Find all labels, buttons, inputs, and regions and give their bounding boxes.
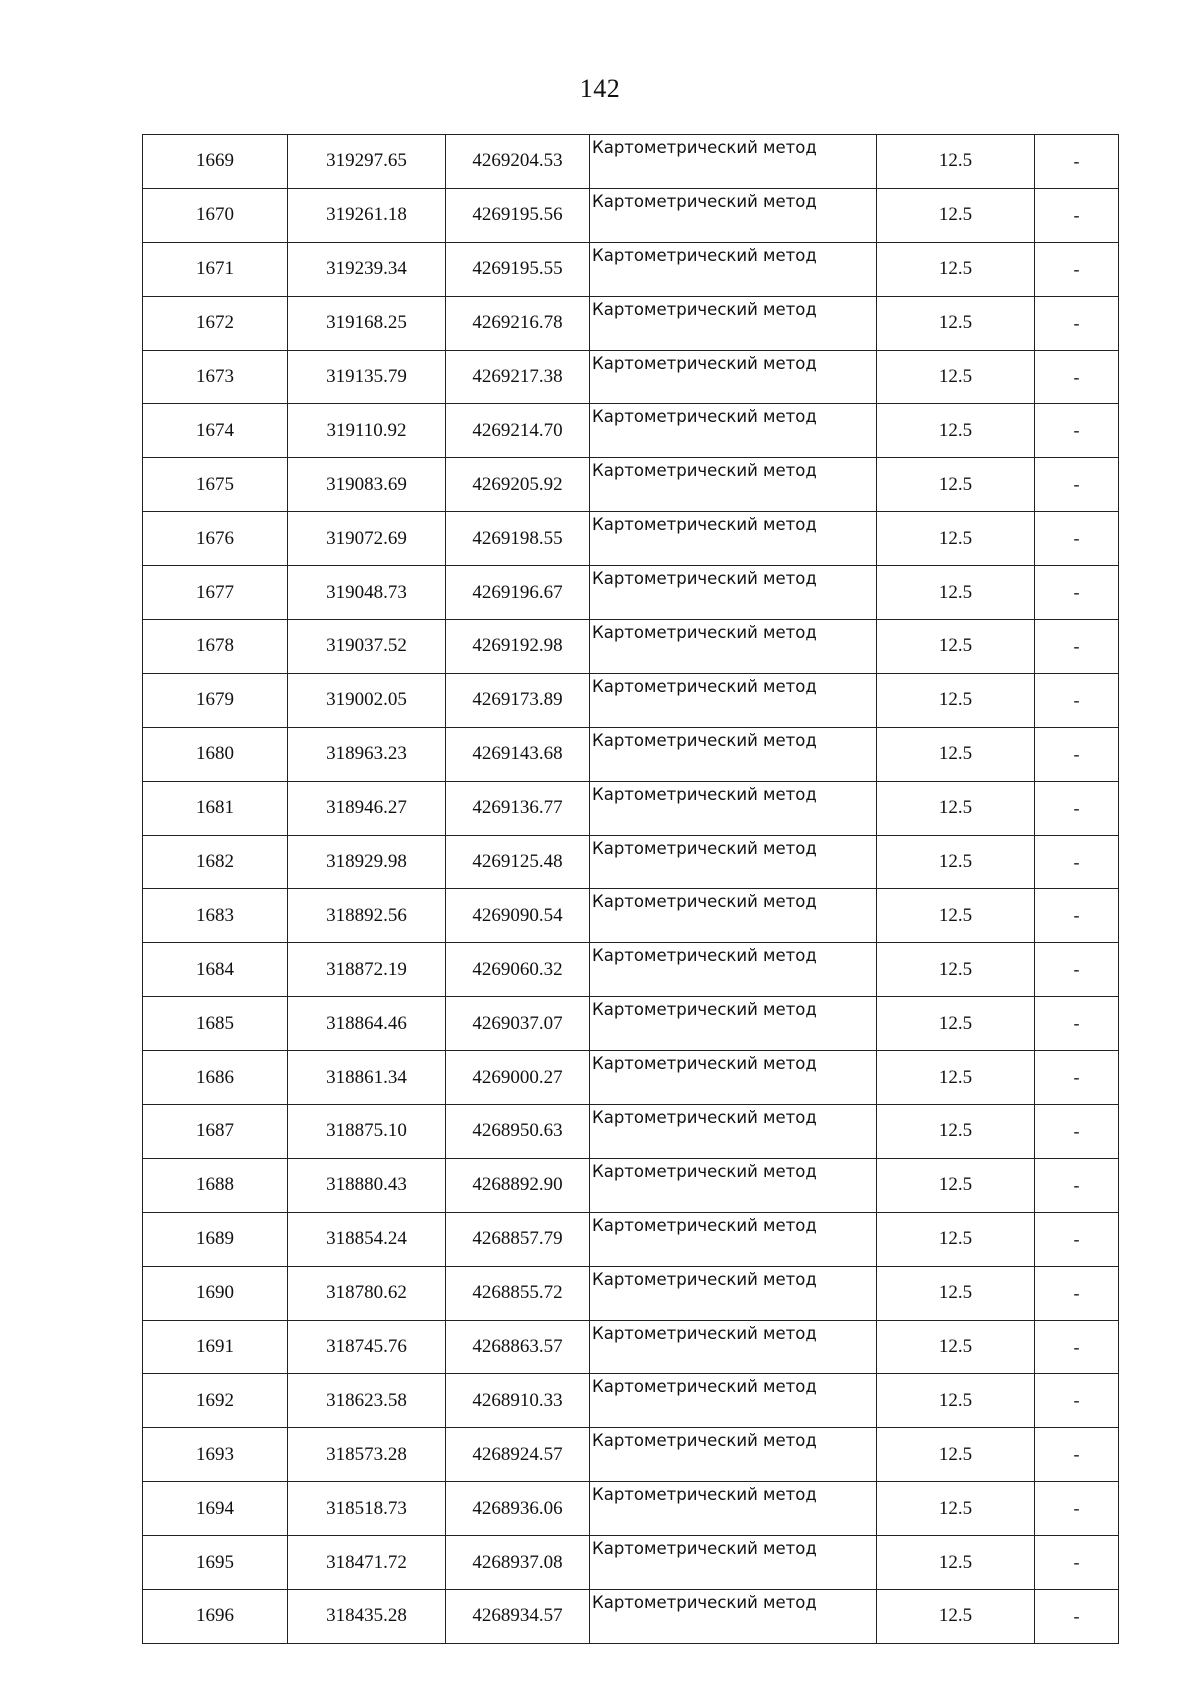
table-row xyxy=(143,242,1119,296)
method-cell: Картометрический метод xyxy=(590,889,877,943)
note-cell: - xyxy=(1035,1212,1119,1266)
point-number-cell: 1696 xyxy=(143,1590,288,1644)
note-cell: - xyxy=(1035,1266,1119,1320)
method-cell: Картометрический метод xyxy=(590,135,877,189)
accuracy-cell: 12.5 xyxy=(877,1266,1035,1320)
table-row xyxy=(143,404,1119,458)
table-row xyxy=(143,1105,1119,1159)
y-coordinate-cell: 4269192.98 xyxy=(446,620,590,674)
method-cell: Картометрический метод xyxy=(590,242,877,296)
point-number-cell: 1690 xyxy=(143,1266,288,1320)
method-cell: Картометрический метод xyxy=(590,1051,877,1105)
x-coordinate-cell: 319261.18 xyxy=(288,188,446,242)
table-body xyxy=(143,135,1119,1644)
table-row xyxy=(143,620,1119,674)
x-coordinate-cell: 318854.24 xyxy=(288,1212,446,1266)
y-coordinate-cell: 4269204.53 xyxy=(446,135,590,189)
method-cell: Картометрический метод xyxy=(590,458,877,512)
note-cell: - xyxy=(1035,1105,1119,1159)
accuracy-cell: 12.5 xyxy=(877,620,1035,674)
table-row xyxy=(143,1374,1119,1428)
y-coordinate-cell: 4268937.08 xyxy=(446,1536,590,1590)
accuracy-cell: 12.5 xyxy=(877,1536,1035,1590)
method-cell: Картометрический метод xyxy=(590,1266,877,1320)
table-row xyxy=(143,835,1119,889)
note-cell: - xyxy=(1035,296,1119,350)
point-number-cell: 1682 xyxy=(143,835,288,889)
x-coordinate-cell: 318573.28 xyxy=(288,1428,446,1482)
point-number-cell: 1693 xyxy=(143,1428,288,1482)
x-coordinate-cell: 318471.72 xyxy=(288,1536,446,1590)
y-coordinate-cell: 4269198.55 xyxy=(446,512,590,566)
y-coordinate-cell: 4269136.77 xyxy=(446,781,590,835)
accuracy-cell: 12.5 xyxy=(877,1482,1035,1536)
table-row xyxy=(143,673,1119,727)
x-coordinate-cell: 318892.56 xyxy=(288,889,446,943)
note-cell: - xyxy=(1035,242,1119,296)
x-coordinate-cell: 318435.28 xyxy=(288,1590,446,1644)
accuracy-cell: 12.5 xyxy=(877,889,1035,943)
note-cell: - xyxy=(1035,1482,1119,1536)
point-number-cell: 1669 xyxy=(143,135,288,189)
note-cell: - xyxy=(1035,1158,1119,1212)
x-coordinate-cell: 319239.34 xyxy=(288,242,446,296)
accuracy-cell: 12.5 xyxy=(877,188,1035,242)
accuracy-cell: 12.5 xyxy=(877,458,1035,512)
method-cell: Картометрический метод xyxy=(590,350,877,404)
x-coordinate-cell: 318872.19 xyxy=(288,943,446,997)
y-coordinate-cell: 4269195.55 xyxy=(446,242,590,296)
x-coordinate-cell: 318623.58 xyxy=(288,1374,446,1428)
method-cell: Картометрический метод xyxy=(590,1158,877,1212)
table-row xyxy=(143,1482,1119,1536)
x-coordinate-cell: 319072.69 xyxy=(288,512,446,566)
method-cell: Картометрический метод xyxy=(590,835,877,889)
y-coordinate-cell: 4269217.38 xyxy=(446,350,590,404)
method-cell: Картометрический метод xyxy=(590,1320,877,1374)
table-row xyxy=(143,781,1119,835)
point-number-cell: 1678 xyxy=(143,620,288,674)
table-row xyxy=(143,566,1119,620)
method-cell: Картометрический метод xyxy=(590,1105,877,1159)
table-row xyxy=(143,1051,1119,1105)
point-number-cell: 1674 xyxy=(143,404,288,458)
note-cell: - xyxy=(1035,135,1119,189)
method-cell: Картометрический метод xyxy=(590,1482,877,1536)
table-row xyxy=(143,889,1119,943)
y-coordinate-cell: 4269216.78 xyxy=(446,296,590,350)
y-coordinate-cell: 4268924.57 xyxy=(446,1428,590,1482)
method-cell: Картометрический метод xyxy=(590,943,877,997)
point-number-cell: 1673 xyxy=(143,350,288,404)
point-number-cell: 1671 xyxy=(143,242,288,296)
method-cell: Картометрический метод xyxy=(590,673,877,727)
y-coordinate-cell: 4269090.54 xyxy=(446,889,590,943)
note-cell: - xyxy=(1035,512,1119,566)
point-number-cell: 1694 xyxy=(143,1482,288,1536)
method-cell: Картометрический метод xyxy=(590,727,877,781)
note-cell: - xyxy=(1035,781,1119,835)
x-coordinate-cell: 318963.23 xyxy=(288,727,446,781)
accuracy-cell: 12.5 xyxy=(877,1212,1035,1266)
table-row xyxy=(143,1320,1119,1374)
note-cell: - xyxy=(1035,350,1119,404)
x-coordinate-cell: 318518.73 xyxy=(288,1482,446,1536)
table-row xyxy=(143,1212,1119,1266)
method-cell: Картометрический метод xyxy=(590,1536,877,1590)
y-coordinate-cell: 4269125.48 xyxy=(446,835,590,889)
y-coordinate-cell: 4269060.32 xyxy=(446,943,590,997)
accuracy-cell: 12.5 xyxy=(877,727,1035,781)
note-cell: - xyxy=(1035,1590,1119,1644)
accuracy-cell: 12.5 xyxy=(877,835,1035,889)
method-cell: Картометрический метод xyxy=(590,512,877,566)
note-cell: - xyxy=(1035,1051,1119,1105)
note-cell: - xyxy=(1035,997,1119,1051)
x-coordinate-cell: 318780.62 xyxy=(288,1266,446,1320)
note-cell: - xyxy=(1035,1428,1119,1482)
x-coordinate-cell: 318880.43 xyxy=(288,1158,446,1212)
accuracy-cell: 12.5 xyxy=(877,1374,1035,1428)
y-coordinate-cell: 4268936.06 xyxy=(446,1482,590,1536)
note-cell: - xyxy=(1035,620,1119,674)
note-cell: - xyxy=(1035,889,1119,943)
point-number-cell: 1689 xyxy=(143,1212,288,1266)
point-number-cell: 1675 xyxy=(143,458,288,512)
point-number-cell: 1680 xyxy=(143,727,288,781)
point-number-cell: 1684 xyxy=(143,943,288,997)
accuracy-cell: 12.5 xyxy=(877,350,1035,404)
accuracy-cell: 12.5 xyxy=(877,404,1035,458)
y-coordinate-cell: 4269173.89 xyxy=(446,673,590,727)
y-coordinate-cell: 4268857.79 xyxy=(446,1212,590,1266)
x-coordinate-cell: 319002.05 xyxy=(288,673,446,727)
note-cell: - xyxy=(1035,404,1119,458)
x-coordinate-cell: 319297.65 xyxy=(288,135,446,189)
x-coordinate-cell: 319037.52 xyxy=(288,620,446,674)
x-coordinate-cell: 319083.69 xyxy=(288,458,446,512)
method-cell: Картометрический метод xyxy=(590,1428,877,1482)
table-row xyxy=(143,1158,1119,1212)
table-row xyxy=(143,1590,1119,1644)
table-row xyxy=(143,1536,1119,1590)
x-coordinate-cell: 319168.25 xyxy=(288,296,446,350)
point-number-cell: 1679 xyxy=(143,673,288,727)
accuracy-cell: 12.5 xyxy=(877,781,1035,835)
note-cell: - xyxy=(1035,566,1119,620)
y-coordinate-cell: 4268855.72 xyxy=(446,1266,590,1320)
table-row xyxy=(143,727,1119,781)
accuracy-cell: 12.5 xyxy=(877,1590,1035,1644)
y-coordinate-cell: 4268934.57 xyxy=(446,1590,590,1644)
accuracy-cell: 12.5 xyxy=(877,512,1035,566)
x-coordinate-cell: 318946.27 xyxy=(288,781,446,835)
accuracy-cell: 12.5 xyxy=(877,673,1035,727)
point-number-cell: 1672 xyxy=(143,296,288,350)
point-number-cell: 1688 xyxy=(143,1158,288,1212)
point-number-cell: 1683 xyxy=(143,889,288,943)
accuracy-cell: 12.5 xyxy=(877,1428,1035,1482)
x-coordinate-cell: 318929.98 xyxy=(288,835,446,889)
y-coordinate-cell: 4268950.63 xyxy=(446,1105,590,1159)
accuracy-cell: 12.5 xyxy=(877,1105,1035,1159)
point-number-cell: 1681 xyxy=(143,781,288,835)
table-row xyxy=(143,943,1119,997)
accuracy-cell: 12.5 xyxy=(877,943,1035,997)
table-row xyxy=(143,458,1119,512)
point-number-cell: 1686 xyxy=(143,1051,288,1105)
x-coordinate-cell: 319110.92 xyxy=(288,404,446,458)
method-cell: Картометрический метод xyxy=(590,296,877,350)
method-cell: Картометрический метод xyxy=(590,566,877,620)
point-number-cell: 1676 xyxy=(143,512,288,566)
y-coordinate-cell: 4269196.67 xyxy=(446,566,590,620)
method-cell: Картометрический метод xyxy=(590,1374,877,1428)
point-number-cell: 1695 xyxy=(143,1536,288,1590)
accuracy-cell: 12.5 xyxy=(877,997,1035,1051)
note-cell: - xyxy=(1035,188,1119,242)
coordinates-table xyxy=(142,134,1119,1644)
y-coordinate-cell: 4268910.33 xyxy=(446,1374,590,1428)
point-number-cell: 1685 xyxy=(143,997,288,1051)
point-number-cell: 1691 xyxy=(143,1320,288,1374)
accuracy-cell: 12.5 xyxy=(877,566,1035,620)
method-cell: Картометрический метод xyxy=(590,404,877,458)
accuracy-cell: 12.5 xyxy=(877,242,1035,296)
table-row xyxy=(143,296,1119,350)
x-coordinate-cell: 318745.76 xyxy=(288,1320,446,1374)
note-cell: - xyxy=(1035,943,1119,997)
table-row xyxy=(143,1428,1119,1482)
table-row xyxy=(143,997,1119,1051)
page-number: 142 xyxy=(579,74,621,103)
y-coordinate-cell: 4269000.27 xyxy=(446,1051,590,1105)
method-cell: Картометрический метод xyxy=(590,1212,877,1266)
note-cell: - xyxy=(1035,673,1119,727)
y-coordinate-cell: 4269037.07 xyxy=(446,997,590,1051)
note-cell: - xyxy=(1035,1536,1119,1590)
note-cell: - xyxy=(1035,1374,1119,1428)
table-row xyxy=(143,512,1119,566)
y-coordinate-cell: 4269205.92 xyxy=(446,458,590,512)
table-row xyxy=(143,1266,1119,1320)
method-cell: Картометрический метод xyxy=(590,781,877,835)
y-coordinate-cell: 4269195.56 xyxy=(446,188,590,242)
table-row xyxy=(143,188,1119,242)
table-row xyxy=(143,135,1119,189)
point-number-cell: 1670 xyxy=(143,188,288,242)
y-coordinate-cell: 4269143.68 xyxy=(446,727,590,781)
method-cell: Картометрический метод xyxy=(590,620,877,674)
point-number-cell: 1692 xyxy=(143,1374,288,1428)
accuracy-cell: 12.5 xyxy=(877,1158,1035,1212)
accuracy-cell: 12.5 xyxy=(877,1320,1035,1374)
note-cell: - xyxy=(1035,1320,1119,1374)
y-coordinate-cell: 4268863.57 xyxy=(446,1320,590,1374)
y-coordinate-cell: 4268892.90 xyxy=(446,1158,590,1212)
table-row xyxy=(143,350,1119,404)
x-coordinate-cell: 318875.10 xyxy=(288,1105,446,1159)
note-cell: - xyxy=(1035,727,1119,781)
point-number-cell: 1677 xyxy=(143,566,288,620)
x-coordinate-cell: 319048.73 xyxy=(288,566,446,620)
method-cell: Картометрический метод xyxy=(590,188,877,242)
x-coordinate-cell: 319135.79 xyxy=(288,350,446,404)
accuracy-cell: 12.5 xyxy=(877,296,1035,350)
note-cell: - xyxy=(1035,835,1119,889)
note-cell: - xyxy=(1035,458,1119,512)
y-coordinate-cell: 4269214.70 xyxy=(446,404,590,458)
method-cell: Картометрический метод xyxy=(590,1590,877,1644)
accuracy-cell: 12.5 xyxy=(877,135,1035,189)
accuracy-cell: 12.5 xyxy=(877,1051,1035,1105)
x-coordinate-cell: 318864.46 xyxy=(288,997,446,1051)
point-number-cell: 1687 xyxy=(143,1105,288,1159)
method-cell: Картометрический метод xyxy=(590,997,877,1051)
x-coordinate-cell: 318861.34 xyxy=(288,1051,446,1105)
